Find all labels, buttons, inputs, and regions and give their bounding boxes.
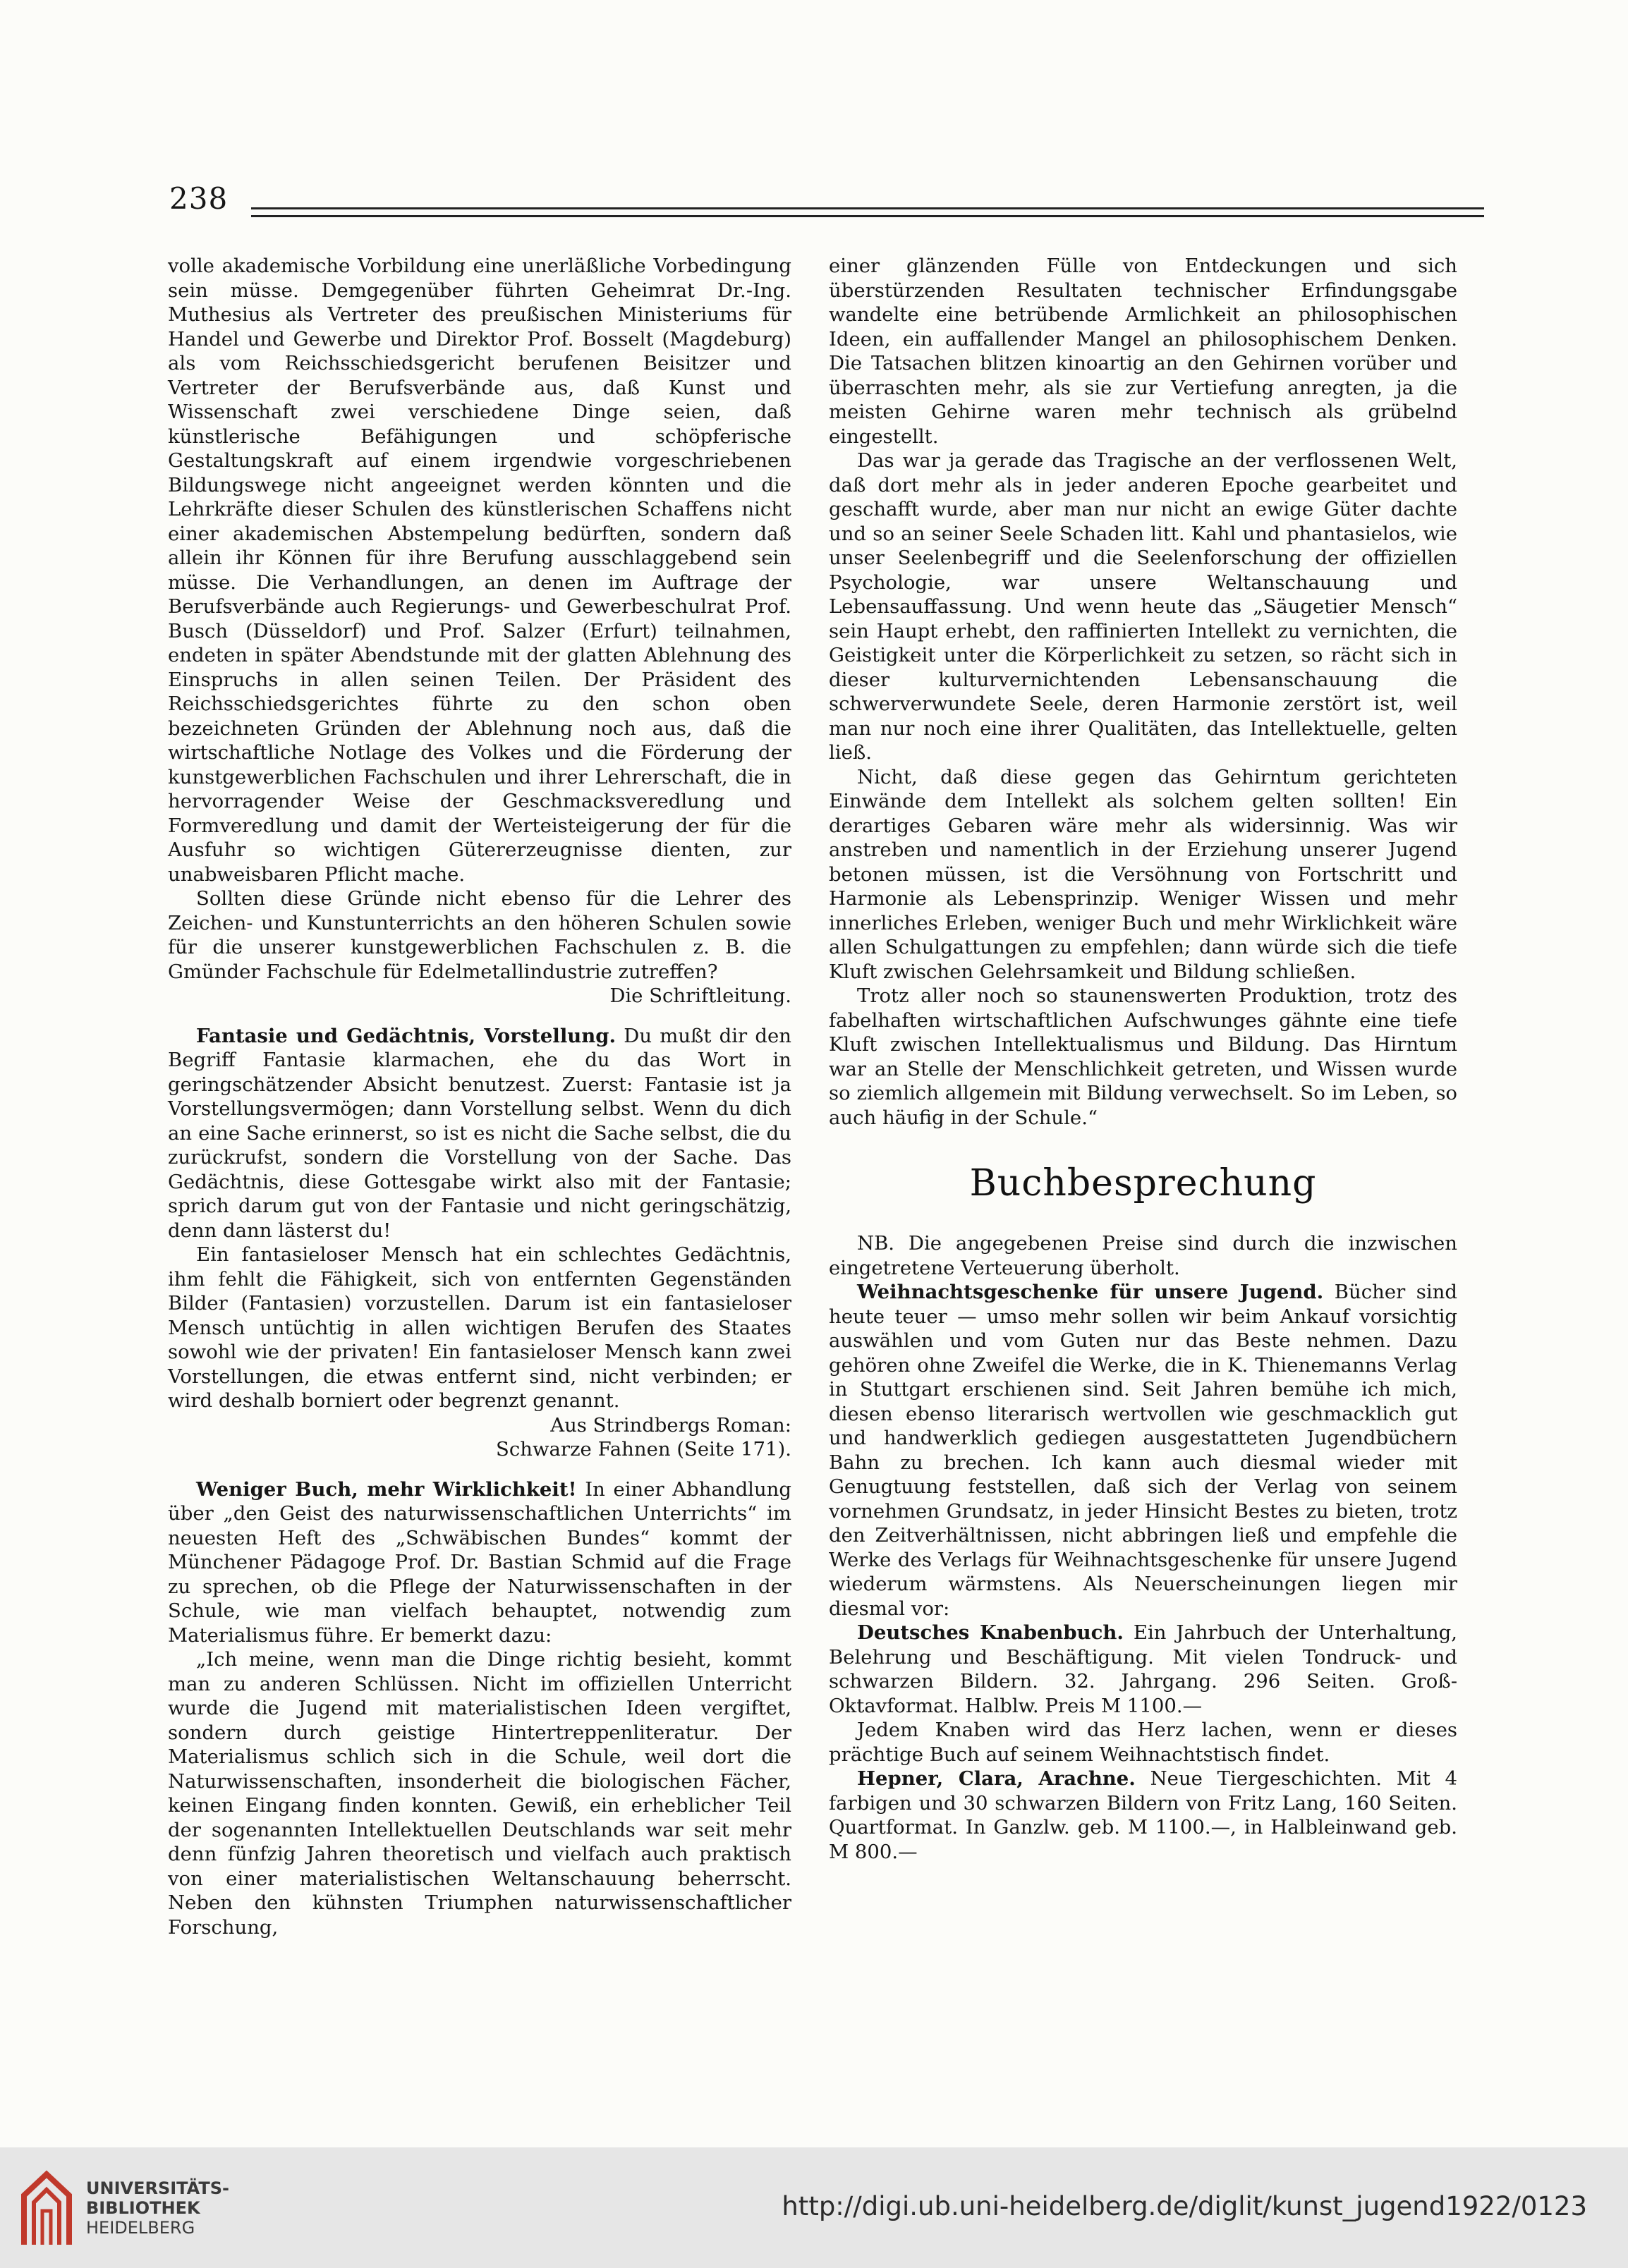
- library-name-line-3: HEIDELBERG: [86, 2218, 195, 2238]
- left-paragraph-6: „Ich meine, wenn man die Dinge richtig besieht, kommt man zu anderen Schlüssen. Nicht im offiziellen Unterricht wurde die Jugend mit materialistischen Ideen vergiftet, sondern durch geistige Hintertreppenliteratur. Der Materialismus schlich sich in die Schule, weil dort die Naturwissenschaften, insonderheit die biologischen Fächer, keinen Eingang finden konnten. Gewiß, ein erheblicher Teil der sogenannten Intellektuellen Deutschlands war seit mehr denn fünfzig Jahren theoretisch und vielfach auch praktisch von einer materialistischen Weltanschauung beherrscht. Neben den kühnsten Triumphen naturwissenschaftlicher Forschung,: [168, 1648, 791, 1939]
- library-name-line-1: UNIVERSITÄTS-: [86, 2178, 230, 2198]
- left-paragraph-3-body: Du mußt dir den Begriff Fantasie klarmachen, ehe du das Wort in geringschätzender Absicht benutzest. Zuerst: Fantasie ist ja Vorstellungsvermögen; dann Vorstellung selbst. Wenn du dich an eine Sache erinnerst, so ist es nicht die Sache selbst, die du zurückrufst, sondern die Vorstellung von der Sache. Das Gedächtnis, diese Gottesgabe wirkt also mit der Fantasie; sprich darum gut von der Fantasie und nicht geringschätzig, denn dann lästerst du!: [168, 1024, 791, 1242]
- right-paragraph-9: [829, 1767, 1457, 1864]
- right-paragraph-7-body: Ein Jahrbuch der Unterhaltung, Belehrung und Beschäftigung. Mit vielen Tondruck- und schwarzen Bildern. 32. Jahrgang. 296 Seiten. Groß-Oktavformat. Halblw. Preis M 1100.—: [829, 1621, 1457, 1717]
- left-paragraph-2: Sollten diese Gründe nicht ebenso für die Lehrer des Zeichen- und Kunstunterrichts an den höheren Schulen sowie für die unserer kunstgewerblichen Fachschulen z. B. die Gmünder Fachschule für Edelmetallindustrie zutreffen?: [168, 887, 791, 983]
- article-title-fantasie: Fantasie und Gedächtnis, Vorstellung.: [196, 1024, 616, 1047]
- right-column: [829, 254, 1457, 1864]
- page-number: 238: [169, 181, 229, 216]
- footer-bar: [0, 2147, 1628, 2268]
- right-paragraph-6-body: Bücher sind heute teuer — umso mehr sollen wir beim Ankauf vorsichtig auswählen und vom Guten nur das Beste nehmen. Dazu gehören ohne Zweifel die Werke, die in K. Thienemanns Verlag in Stuttgart erschienen sind. Seit Jahren bemühe ich mich, diesen ebenso literarisch wertvollen wie geschmacklich gut und handwerklich gediegen ausgestatteten Jugendbüchern Bahn zu brechen. Ich kann auch diesmal wieder mit Genugtuung feststellen, daß sich der Verlag von seinem vornehmen Grundsatz, in jeder Hinsicht Bestes zu bieten, trotz den Zeitverhältnissen, nicht abbringen ließ und empfehle die Werke des Verlags für Weihnachtsgeschenke für unsere Jugend wiederum wärmstens. Als Neuerscheinungen liegen mir diesmal vor:: [829, 1281, 1458, 1620]
- library-name[interactable]: [86, 2178, 229, 2238]
- header-rule: [251, 207, 1484, 217]
- library-name-line-2: BIBLIOTHEK: [86, 2198, 200, 2218]
- editorial-signature: Die Schriftleitung.: [609, 984, 791, 1007]
- section-heading-buchbesprechung: Buchbesprechung: [969, 1162, 1317, 1205]
- right-paragraph-8: Jedem Knaben wird das Herz lachen, wenn er dieses prächtige Buch auf seinem Weihnachtstisch findet.: [829, 1719, 1457, 1766]
- right-paragraph-7: [829, 1621, 1457, 1718]
- right-paragraph-4: Trotz aller noch so staunenswerten Produktion, trotz des fabelhaften wirtschaftlichen Aufschwunges gähnte eine tiefe Kluft zwischen Intellektualismus und Bildung. Das Hirntum war an Stelle der Menschlichkeit getreten, und Wissen wurde so ziemlich allgemein mit Bildung verwechselt. So im Leben, so auch häufig in der Schule.“: [829, 984, 1457, 1129]
- right-paragraph-2: Das war ja gerade das Tragische an der verflossenen Welt, daß dort mehr als in jeder anderen Epoche gearbeitet und geschafft wurde, aber man nur nicht an ewige Güter dachte und so an seiner Seele Schaden litt. Kahl und phantasielos, wie unser Seelenbegriff und die Seelenforschung der offiziellen Psychologie, war unsere Weltanschauung und Lebensauffassung. Und wenn heute das „Säugetier Mensch“ sein Haupt erhebt, den raffinierten Intellekt zu vernichten, die Geistigkeit unter die Körperlichkeit zu setzen, so rächt sich in dieser kulturvernichtenden Lebensanschauung die schwerverwundete Seele, deren Harmonie zerstört ist, weil man nur noch eine ihrer Qualitäten, das Intellektuelle, gelten ließ.: [829, 449, 1457, 764]
- right-paragraph-1: einer glänzenden Fülle von Entdeckungen und sich überstürzenden Resultaten technischer Erfindungsgabe wandelte eine betrübende Armlichkeit an philosophischen Ideen, ein auffallender Mangel an philosophischem Denken. Die Tatsachen blitzen kinoartig an den Gehirnen vorüber und überraschten mehr, als sie zur Vertiefung anregten, ja die meisten Gehirne waren mehr technisch als grübelnd eingestellt.: [829, 255, 1457, 448]
- source-line-1: Aus Strindbergs Roman:: [550, 1413, 791, 1437]
- spacer: [168, 1462, 791, 1477]
- article-title-weniger-buch: Weniger Buch, mehr Wirklichkeit!: [196, 1477, 577, 1501]
- heidelberg-library-logo-icon[interactable]: [17, 2167, 76, 2252]
- right-paragraph-6: [829, 1280, 1457, 1621]
- review-title-weihnachtsgeschenke: Weihnachtsgeschenke für unsere Jugend.: [857, 1281, 1324, 1303]
- left-paragraph-5-body: In einer Abhandlung über „den Geist des naturwissenschaftlichen Unterrichts“ im neuesten Heft des „Schwäbischen Bundes“ kommt der Münchener Pädagoge Prof. Dr. Bastian Schmid auf die Frage zu sprechen, ob die Pflege der Naturwissenschaften in der Schule, wie man vielfach behauptet, notwendig zum Materialismus führe. Er bemerkt dazu:: [168, 1477, 791, 1647]
- review-title-arachne: Hepner, Clara, Arachne.: [857, 1767, 1136, 1790]
- right-paragraph-9-body: Neue Tiergeschichten. Mit 4 farbigen und 30 schwarzen Bildern von Fritz Lang, 160 Seiten. Quartformat. In Ganzlw. geb. M 1100.—, in Halbleinwand geb. M 800.—: [829, 1767, 1457, 1863]
- left-paragraph-1: volle akademische Vorbildung eine unerläßliche Vorbedingung sein müsse. Demgegenüber führten Geheimrat Dr.-Ing. Muthesius als Vertreter des preußischen Ministeriums für Handel und Gewerbe und Direktor Prof. Bosselt (Magdeburg) als vom Reichsschiedsgericht berufenen Beisitzer und Vertreter der Berufsverbände aus, daß Kunst und Wissenschaft zwei verschiedene Dinge seien, daß künstlerische Befähigungen und schöpferische Gestaltungskraft auf einem irgendwie vorgeschriebenen Bildungswege nicht angeeignet werden könnten und die Lehrkräfte dieser Schulen des künstlerischen Schaffens nicht einer akademischen Abstempelung bedürften, sondern daß allein ihr Können für ihre Berufung ausschlaggebend sein müsse. Die Verhandlungen, an denen im Auftrage der Berufsverbände auch Regierungs- und Gewerbeschulrat Prof. Busch (Düsseldorf) und Prof. Salzer (Erfurt) teilnahmen, endeten in später Abendstunde mit der glatten Ablehnung des Einspruchs in allen seinen Teilen. Der Präsident des Reichsschiedsgerichtes führte zu den schon oben bezeichneten Gründen der Ablehnung noch aus, daß die wirtschaftliche Notlage des Volkes und die Förderung der kunstgewerblichen Fachschulen und ihrer Lehrerschaft, die in hervorragender Weise der Geschmacksveredlung und Formveredlung und damit der Werteisteigerung der für die Ausfuhr so wichtigen Gütererzeugnisse dienten, zur unabweisbaren Pflicht mache.: [168, 255, 791, 886]
- left-paragraph-3: [168, 1024, 791, 1243]
- right-paragraph-5: NB. Die angegebenen Preise sind durch die inzwischen eingetretene Verteuerung überholt.: [829, 1232, 1457, 1279]
- spacer: [168, 1008, 791, 1024]
- review-title-knabenbuch: Deutsches Knabenbuch.: [857, 1621, 1124, 1644]
- left-paragraph-4: Ein fantasieloser Mensch hat ein schlechtes Gedächtnis, ihm fehlt die Fähigkeit, sich von entfernten Gegenständen Bilder (Fantasien) vorzustellen. Darum ist ein fantasieloser Mensch untüchtig in allen wichtigen Berufen des Staates sowohl wie der privaten! Ein fantasieloser Mensch kann zwei Vorstellungen, die etwas entfernt sind, nicht verbinden; er wird deshalb borniert oder begrenzt genannt.: [168, 1243, 791, 1412]
- left-column: [168, 254, 791, 1939]
- right-paragraph-3: Nicht, daß diese gegen das Gehirntum gerichteten Einwände dem Intellekt als solchem gelten sollten! Ein derartiges Gebaren wäre mehr als widersinnig. Was wir anstreben und namentlich in der Erziehung unserer Jugend betonen müssen, ist die Versöhnung von Fortschritt und Harmonie als Lebensprinzip. Weniger Wissen und mehr innerliches Erleben, weniger Buch und mehr Wirklichkeit wäre allen Schulgattungen zu empfehlen; dann würde sich die tiefe Kluft zwischen Gelehrsamkeit und Bildung schließen.: [829, 765, 1457, 983]
- permalink-url[interactable]: http://digi.ub.uni-heidelberg.de/diglit/kunst_jugend1922/0123: [782, 2191, 1587, 2221]
- left-paragraph-5: [168, 1477, 791, 1648]
- source-line-2: Schwarze Fahnen (Seite 171).: [496, 1438, 791, 1461]
